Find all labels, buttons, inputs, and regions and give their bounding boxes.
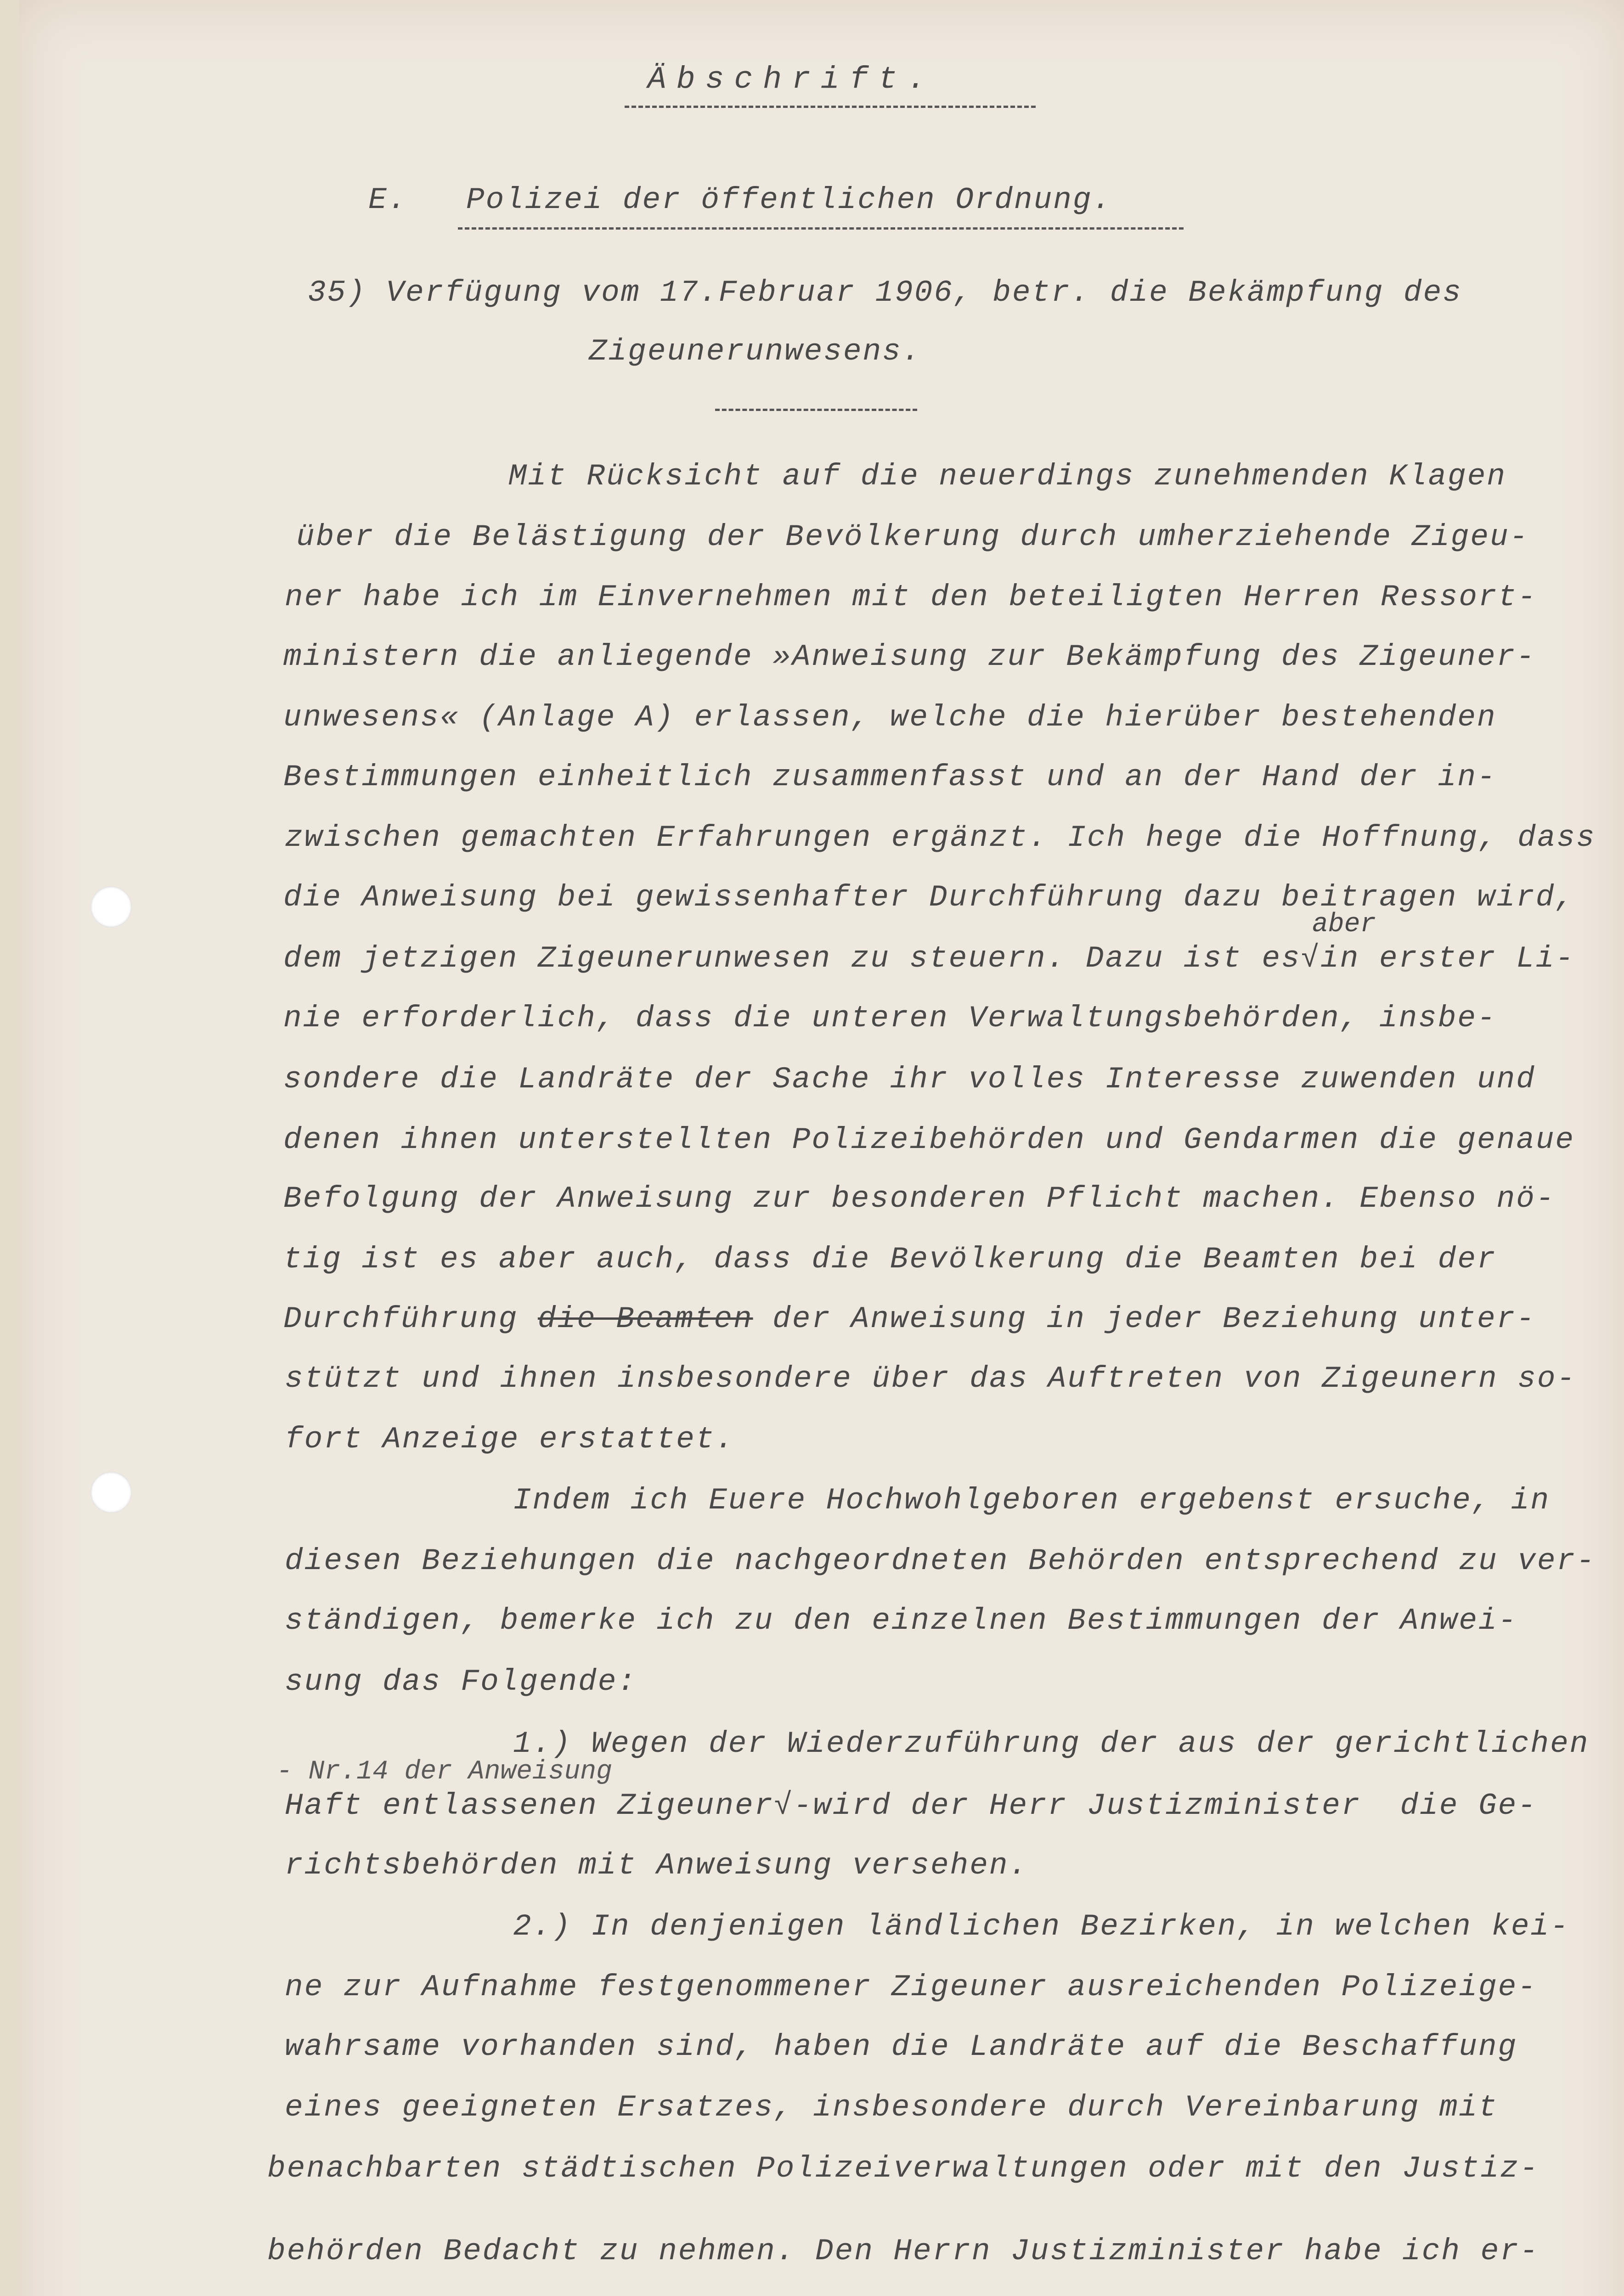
paragraph-1-line: ministern die anliegende »Anweisung zur Bekämpfung des Zigeuner- [283, 640, 1536, 674]
handwritten-insertion-anweisung: - Nr.14 der Anweisung [276, 1757, 612, 1787]
paragraph-1-line [283, 941, 1575, 976]
paragraph-1-line: unwesens« (Anlage A) erlassen, welche die hierüber bestehenden [283, 700, 1497, 735]
document-title: Äbschrift. [648, 62, 936, 97]
document-page [19, 0, 1624, 2296]
paragraph-2-line: ständigen, bemerke ich zu den einzelnen Bestimmungen der Anwei- [285, 1604, 1518, 1638]
line-text: -wird der Herr Justizminister die Ge- [793, 1789, 1537, 1823]
item-2-line: 2.) In denjenigen ländlichen Bezirken, in welchen kei- [513, 1909, 1570, 1944]
punch-hole-bottom [90, 1472, 132, 1513]
item-2-line: wahrsame vorhanden sind, haben die Landräte auf die Beschaffung [285, 2030, 1518, 2064]
item-2-line: benachbarten städtischen Polizeiverwaltungen oder mit den Justiz- [267, 2151, 1539, 2186]
paragraph-2-line: diesen Beziehungen die nachgeordneten Behörden entsprechend zu ver- [285, 1544, 1596, 1578]
item-1-line: 1.) Wegen der Wiederzuführung der aus der gerichtlichen [513, 1727, 1590, 1761]
line-text: Durchführung [283, 1302, 519, 1336]
decree-heading-line-1: 35) Verfügung vom 17.Februar 1906, betr. die Bekämpfung des [308, 276, 1462, 310]
paragraph-1-line: Bestimmungen einheitlich zusammenfasst und an der Hand der in- [283, 760, 1497, 794]
line-text: in erster Li- [1320, 941, 1575, 976]
handwritten-insertion-aber: aber [1312, 910, 1376, 940]
line-text: der Anweisung in jeder Beziehung unter- [773, 1302, 1536, 1336]
paragraph-1-line: die Anweisung bei gewissenhafter Durchführung dazu beitragen wird, [283, 880, 1575, 915]
paragraph-2-line: sung das Folgende: [285, 1665, 637, 1699]
paragraph-1-line: ner habe ich im Einvernehmen mit den beteiligten Herren Ressort- [285, 580, 1537, 614]
paragraph-1-line: tig ist es aber auch, dass die Bevölkerung die Beamten bei der [283, 1242, 1497, 1277]
paragraph-1-line: sondere die Landräte der Sache ihr volles Interesse zuwenden und [283, 1062, 1536, 1097]
paragraph-1-line: stützt und ihnen insbesondere über das Auftreten von Zigeunern so- [285, 1362, 1577, 1396]
decree-heading-line-2: Zigeunerunwesens. [589, 334, 922, 369]
item-2-line: behörden Bedacht zu nehmen. Den Herrn Justizminister habe ich er- [267, 2234, 1539, 2268]
item-1-line [285, 1791, 1537, 1821]
paragraph-1-line: Mit Rücksicht auf die neuerdings zunehmenden Klagen [508, 459, 1506, 494]
paragraph-1-line: Befolgung der Anweisung zur besonderen Pflicht machen. Ebenso nö- [283, 1182, 1556, 1216]
paragraph-1-line: fort Anzeige erstattet. [285, 1422, 735, 1457]
line-text: Haft entlassenen Zigeuner [285, 1789, 774, 1823]
struck-text: die Beamten [537, 1302, 753, 1336]
section-heading: E. Polizei der öffentlichen Ordnung. [368, 183, 1112, 217]
punch-hole-top [90, 886, 132, 928]
item-2-line: ne zur Aufnahme festgenommener Zigeuner ausreichenden Polizeige- [285, 1970, 1537, 2004]
item-1-line: richtsbehörden mit Anweisung versehen. [285, 1848, 1029, 1883]
paragraph-1-line: zwischen gemachten Erfahrungen ergänzt. Ich hege die Hoffnung, dass [285, 821, 1596, 855]
line-text: dem jetzigen Zigeunerunwesen zu steuern. Dazu ist es [283, 941, 1301, 976]
insertion-mark: √ [1301, 941, 1321, 976]
insertion-mark: √ [774, 1789, 794, 1823]
paragraph-1-line: über die Belästigung der Bevölkerung durch umherziehende Zigeu- [296, 520, 1529, 554]
paragraph-2-line: Indem ich Euere Hochwohlgeboren ergebenst ersuche, in [513, 1483, 1551, 1518]
title-underline [625, 106, 1036, 108]
paragraph-1-line: denen ihnen unterstellten Polizeibehörden und Gendarmen die genaue [283, 1123, 1575, 1157]
paragraph-1-line [283, 1304, 1536, 1334]
section-underline [458, 227, 1184, 230]
item-2-line: eines geeigneten Ersatzes, insbesondere durch Vereinbarung mit [285, 2090, 1498, 2125]
paragraph-1-line: nie erforderlich, dass die unteren Verwaltungsbehörden, insbe- [283, 1001, 1497, 1035]
decree-separator [715, 409, 917, 411]
